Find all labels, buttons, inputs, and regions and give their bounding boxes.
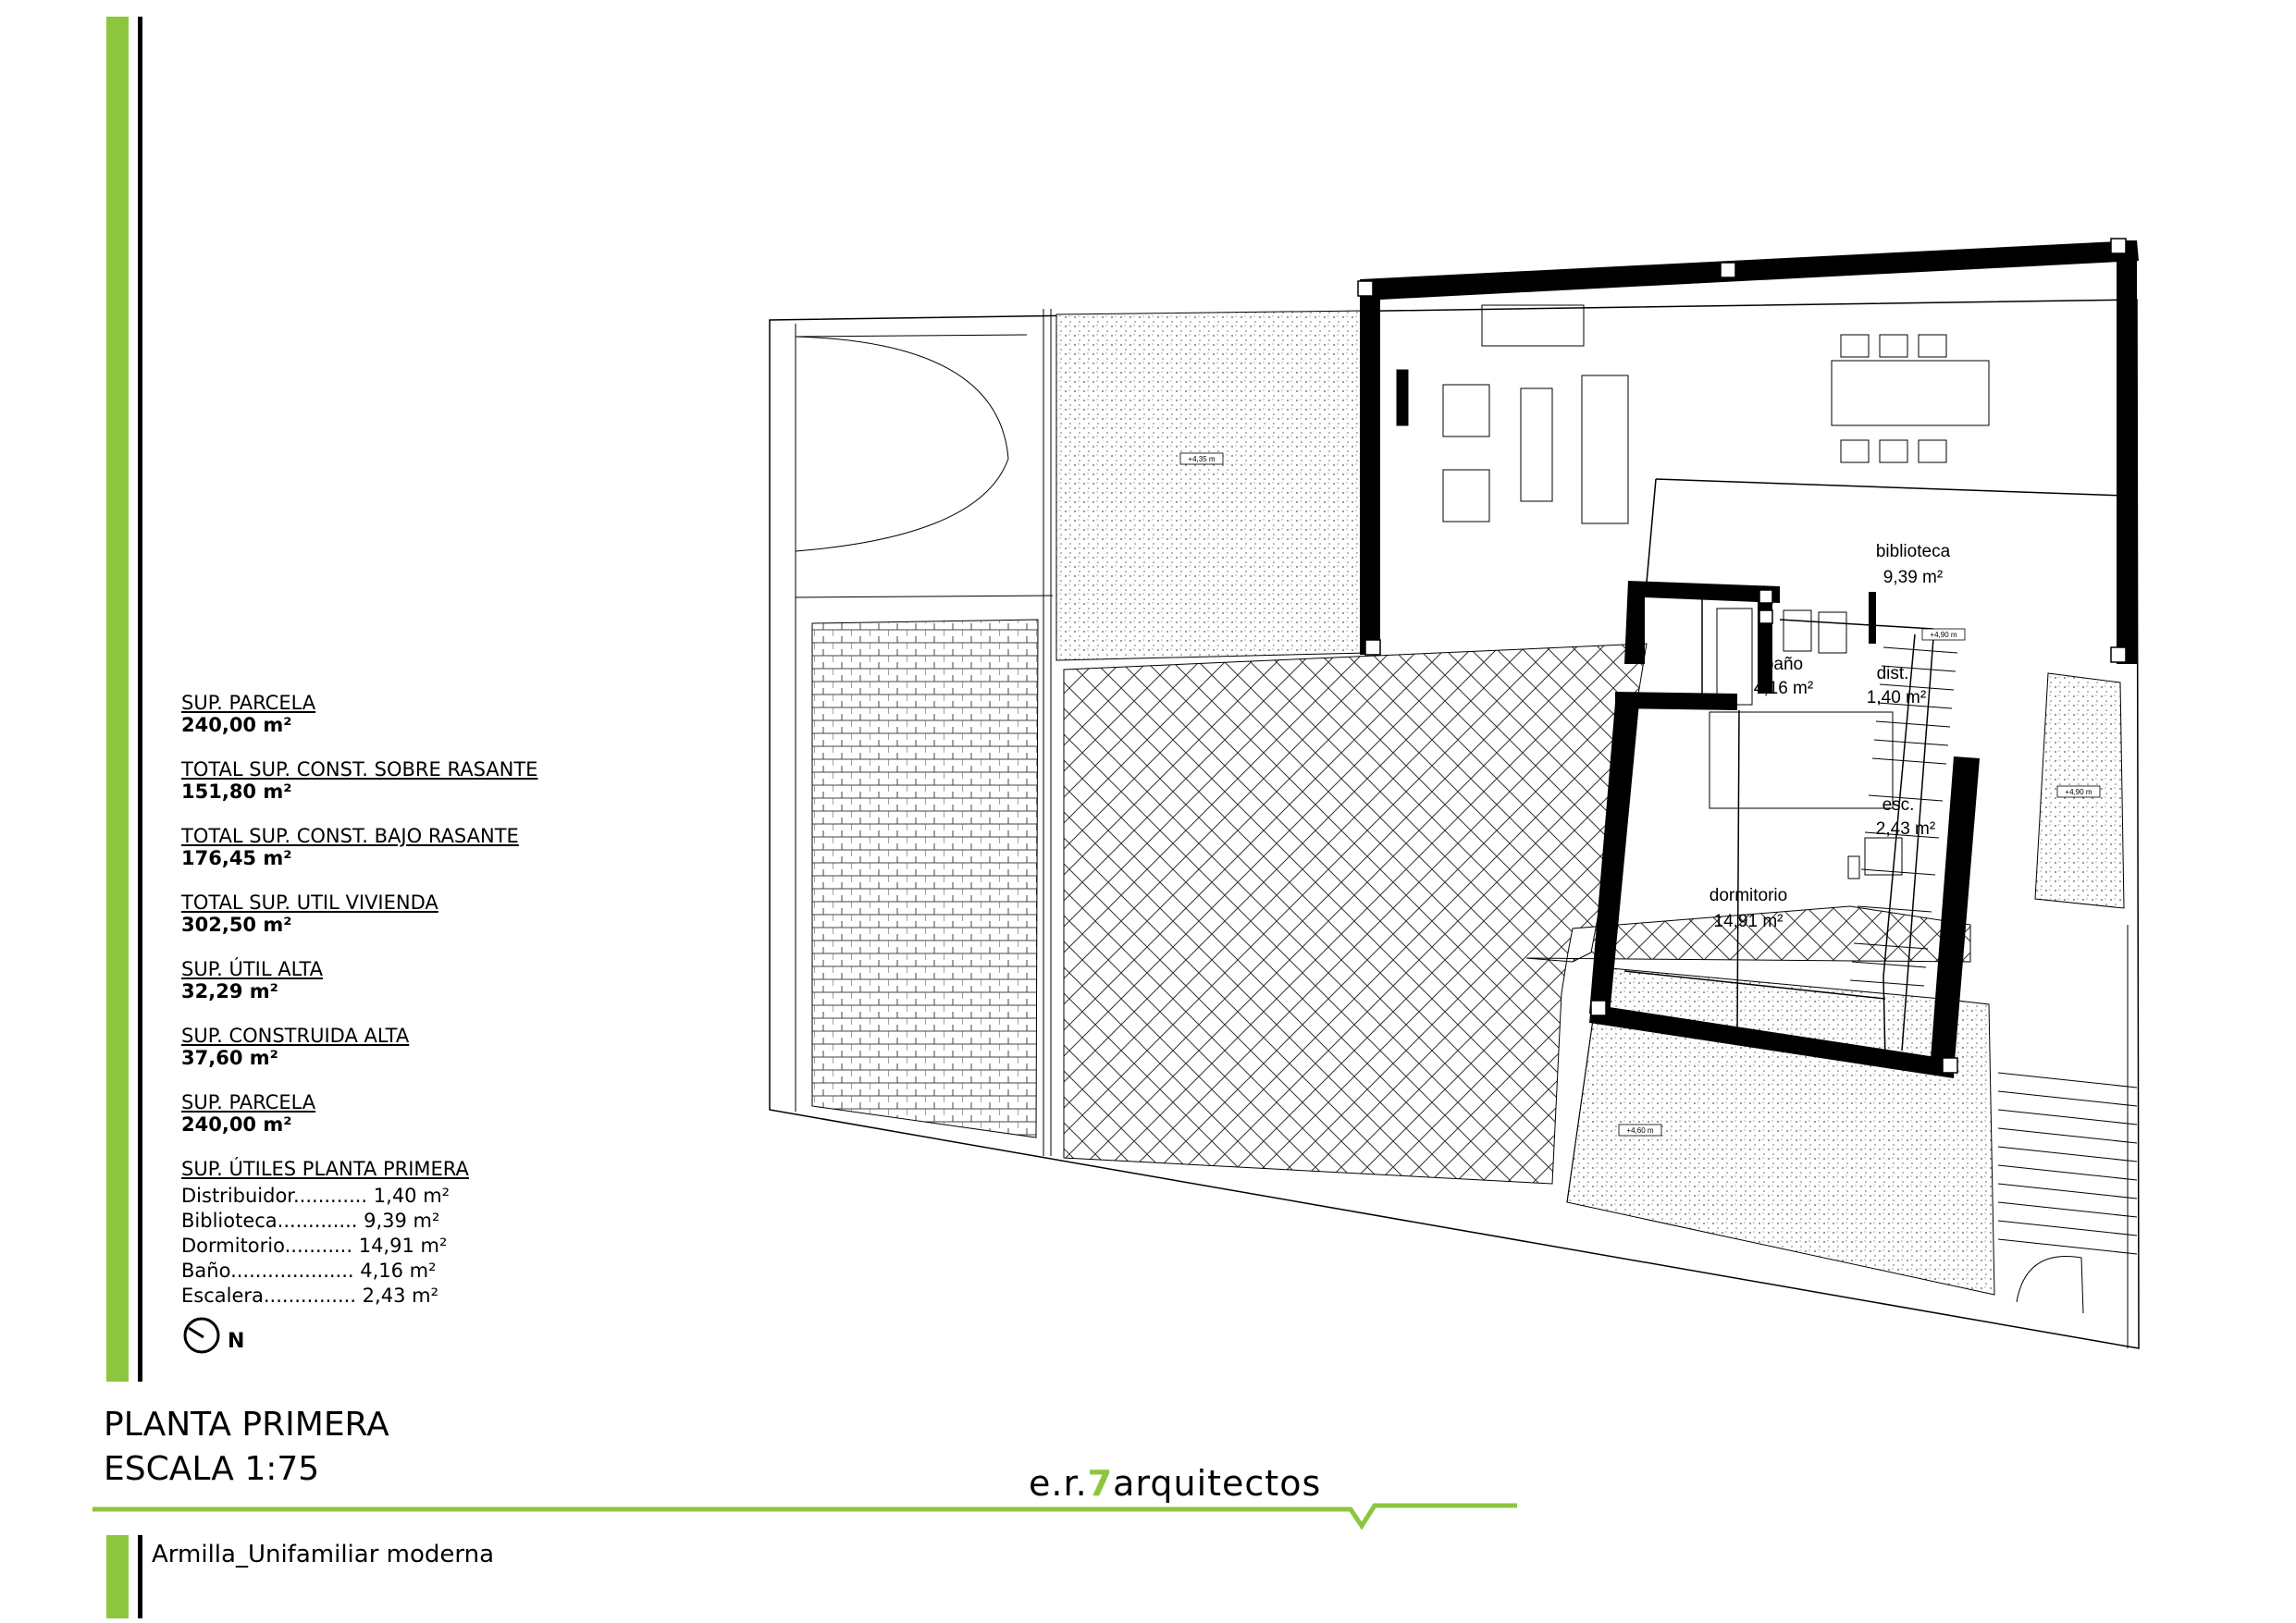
footer-rule bbox=[93, 1498, 1526, 1535]
rooms-table-row: Distribuidor............ 1,40 m² bbox=[181, 1185, 451, 1207]
north-arrow-icon bbox=[181, 1315, 222, 1356]
living-furniture bbox=[1397, 305, 1989, 523]
north-label: N bbox=[228, 1330, 245, 1353]
legend-label: SUP. PARCELA bbox=[181, 1091, 316, 1113]
level-tag-stair: +4,90 m bbox=[1930, 631, 1957, 639]
logo-suffix: arquitectos bbox=[1113, 1463, 1322, 1504]
exterior-steps bbox=[1998, 1073, 2137, 1254]
legend-item bbox=[181, 692, 588, 736]
deck-area bbox=[812, 620, 1038, 1137]
room-name-dormitorio: dormitorio bbox=[1709, 886, 1788, 905]
room-name-bano: baño bbox=[1763, 655, 1804, 674]
legend-value: 240,00 m² bbox=[181, 1113, 292, 1136]
legend-label: SUP. ÚTIL ALTA bbox=[181, 958, 323, 980]
footer-black-line bbox=[138, 1535, 142, 1618]
legend-value: 37,60 m² bbox=[181, 1047, 278, 1069]
room-area-bano: 4,16 m² bbox=[1753, 679, 1814, 698]
footer-green-bar bbox=[106, 1535, 129, 1618]
legend-label: SUP. CONSTRUIDA ALTA bbox=[181, 1025, 410, 1047]
legend-label: TOTAL SUP. CONST. BAJO RASANTE bbox=[181, 825, 519, 847]
room-name-dist: dist. bbox=[1876, 664, 1909, 683]
level-tag-left: +4,35 m bbox=[1188, 455, 1216, 463]
logo-mark: 7 bbox=[1087, 1463, 1114, 1504]
rooms-table-row: Baño.................... 4,16 m² bbox=[181, 1260, 437, 1282]
room-area-dist: 1,40 m² bbox=[1866, 688, 1927, 707]
legend-value: 151,80 m² bbox=[181, 781, 292, 803]
level-tag-bottom: +4,60 m bbox=[1626, 1126, 1654, 1135]
rooms-table-row: Dormitorio........... 14,91 m² bbox=[181, 1235, 448, 1257]
room-area-esc: 2,43 m² bbox=[1875, 819, 1936, 839]
rooms-table bbox=[181, 1158, 588, 1309]
border-black-line bbox=[138, 17, 142, 1382]
floor-plan bbox=[759, 222, 2165, 1359]
rooms-table-row: Escalera............... 2,43 m² bbox=[181, 1285, 438, 1307]
gravel-left bbox=[1056, 311, 1367, 660]
plan-scale: ESCALA 1:75 bbox=[104, 1450, 320, 1488]
legend-item bbox=[181, 825, 588, 869]
legend-item bbox=[181, 891, 588, 936]
surface-legend bbox=[181, 692, 588, 1309]
legend-item bbox=[181, 1025, 588, 1069]
room-area-dormitorio: 14,91 m² bbox=[1713, 912, 1784, 931]
legend-value: 302,50 m² bbox=[181, 914, 292, 936]
legend-label: TOTAL SUP. UTIL VIVIENDA bbox=[181, 891, 438, 914]
legend-label: TOTAL SUP. CONST. SOBRE RASANTE bbox=[181, 758, 538, 781]
legend-value: 32,29 m² bbox=[181, 980, 278, 1002]
legend-item bbox=[181, 958, 588, 1002]
room-name-esc: esc. bbox=[1882, 795, 1915, 815]
level-tag-right: +4,90 m bbox=[2065, 788, 2092, 796]
project-name: Armilla_Unifamiliar moderna bbox=[152, 1541, 495, 1568]
legend-value: 240,00 m² bbox=[181, 714, 292, 736]
north-arrow bbox=[181, 1315, 265, 1361]
legend-item bbox=[181, 758, 588, 803]
room-name-biblioteca: biblioteca bbox=[1875, 542, 1951, 561]
rooms-table-title: SUP. ÚTILES PLANTA PRIMERA bbox=[181, 1158, 469, 1180]
legend-item bbox=[181, 1091, 588, 1136]
room-area-biblioteca: 9,39 m² bbox=[1882, 568, 1944, 587]
legend-label: SUP. PARCELA bbox=[181, 692, 316, 714]
border-green-bar bbox=[106, 17, 129, 1382]
legend-value: 176,45 m² bbox=[181, 847, 292, 869]
plan-title: PLANTA PRIMERA bbox=[104, 1406, 389, 1444]
logo-prefix: e.r. bbox=[1029, 1463, 1088, 1504]
rooms-table-row: Biblioteca............. 9,39 m² bbox=[181, 1210, 440, 1232]
